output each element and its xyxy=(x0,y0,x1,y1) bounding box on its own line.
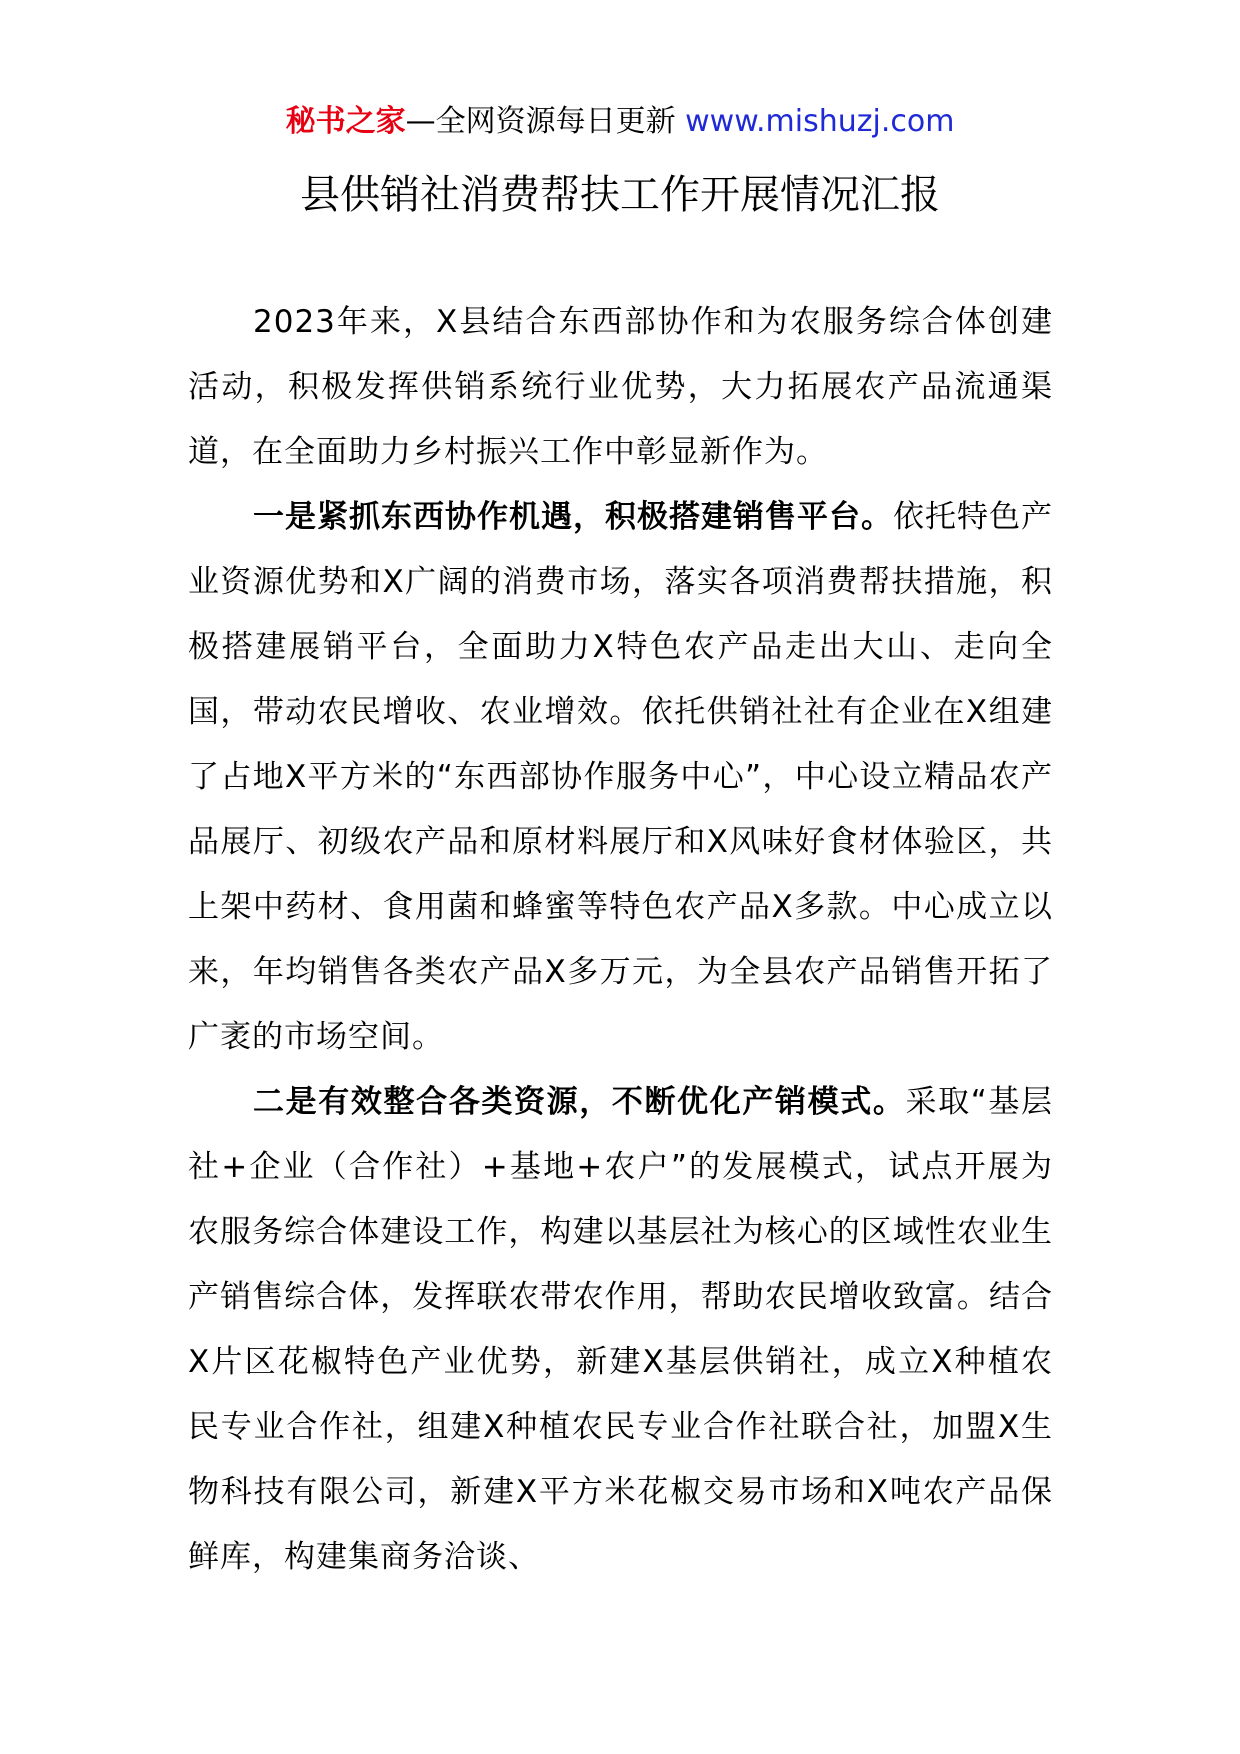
paragraph-lead: 二是有效整合各类资源，不断优化产销模式。 xyxy=(253,1084,906,1120)
paragraph-text: 2023年来，X县结合东西部协作和为农服务综合体创建活动，积极发挥供销系统行业优势，大力拓展农产品流通渠道，在全面助力乡村振兴工作中彰显新作为。 xyxy=(188,304,1053,470)
site-tagline: —全网资源每日更新 xyxy=(405,104,676,139)
site-url-link[interactable]: www.mishuzj.com xyxy=(685,104,955,139)
document-title: 县供销社消费帮扶工作开展情况汇报 xyxy=(300,172,940,218)
paragraph-text: 采取“基层社+企业（合作社）+基地+农户”的发展模式，试点开展为农服务综合体建设工作，构建以基层社为核心的区域性农业生产销售综合体，发挥联农带农作用，帮助农民增收致富。结合X片区花椒特色产业优势，新建X基层供销社，成立X种植农民专业合作社，组建X种植农民专业合作社联合社，加盟X生物科技有限公司，新建X平方米花椒交易市场和X吨农产品保鲜库，构建集商务洽谈、 xyxy=(188,1084,1054,1575)
document-body xyxy=(188,290,1053,1590)
paragraph-section-1 xyxy=(188,485,1053,1070)
paragraph-intro xyxy=(188,290,1053,485)
paragraph-lead: 一是紧抓东西协作机遇，积极搭建销售平台。 xyxy=(253,499,893,535)
site-brand: 秘书之家 xyxy=(285,104,406,139)
site-header xyxy=(0,100,1240,144)
paragraph-text: 依托特色产业资源优势和X广阔的消费市场，落实各项消费帮扶措施，积极搭建展销平台，全面助力X特色农产品走出大山、走向全国，带动农民增收、农业增效。依托供销社社有企业在X组建了占地X平方米的“东西部协作服务中心”，中心设立精品农产品展厅、初级农产品和原材料展厅和X风味好食材体验区，共上架中药材、食用菌和蜂蜜等特色农产品X多款。中心成立以来，年均销售各类农产品X多万元，为全县农产品销售开拓了广袤的市场空间。 xyxy=(188,499,1053,1055)
paragraph-section-2 xyxy=(188,1070,1053,1590)
